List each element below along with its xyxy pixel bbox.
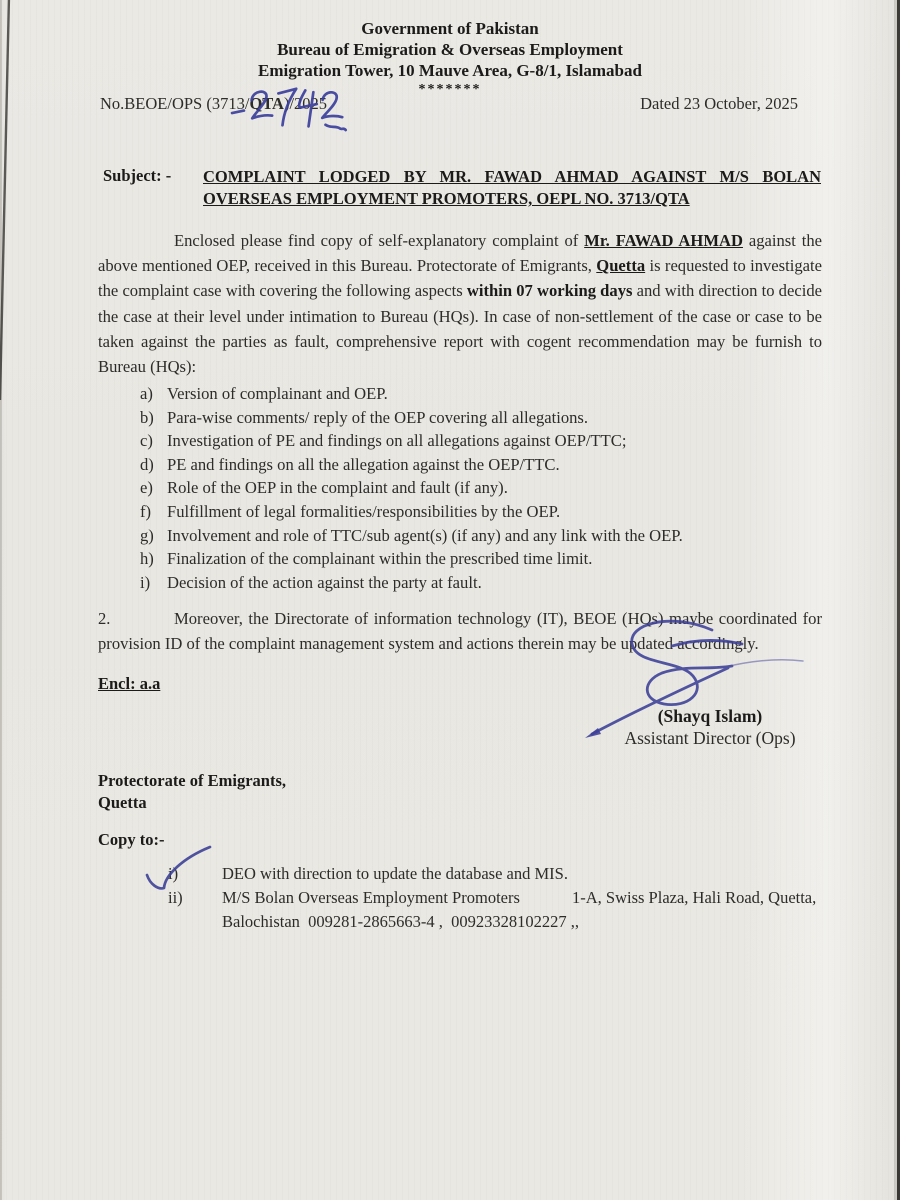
list-marker: d) (140, 454, 154, 474)
aspects-list (140, 382, 800, 594)
copy-item-text: M/S Bolan Overseas Employment Promoters (222, 888, 520, 907)
copy-item (168, 862, 824, 886)
copy-item-address: 1-A, Swiss Plaza, Hali Road, Quetta, (572, 888, 817, 907)
subject-text (203, 166, 821, 210)
reference-row (100, 94, 798, 114)
para1-city: Quetta (596, 256, 646, 276)
copy-to-list (168, 862, 824, 934)
letterhead-bureau: Bureau of Emigration & Overseas Employment (277, 40, 623, 59)
para1-seg3: is requested to investigate the complaint case with covering the following aspects (98, 256, 822, 301)
list-marker: i) (140, 572, 151, 592)
copy-item-marker: i) (168, 864, 179, 883)
signature-block (565, 706, 855, 749)
copy-item-text: DEO with direction to update the database and MIS. (222, 864, 568, 883)
letterhead-government: Government of Pakistan (361, 19, 539, 38)
list-item (140, 571, 800, 595)
para2-number: 2. (98, 609, 111, 628)
list-text: Version of complainant and OEP. (167, 384, 388, 403)
list-item (140, 453, 800, 477)
addressee-line2: Quetta (98, 793, 147, 812)
para1-deadline: within 07 working days (466, 281, 633, 301)
list-item (140, 547, 800, 571)
letterhead-separator: ******* (418, 82, 482, 97)
list-text: Para-wise comments/ reply of the OEP covering all allegations. (167, 407, 589, 427)
copy-item-marker: ii) (168, 888, 183, 907)
para1-seg1: Enclosed please find copy of self-explanatory complaint of (174, 231, 585, 250)
letterhead (0, 18, 900, 98)
list-marker: c) (140, 431, 153, 451)
list-marker: f) (140, 501, 152, 521)
list-item (140, 476, 800, 500)
signatory-title: Assistant Director (Ops) (624, 728, 796, 748)
handwritten-diary-number (227, 82, 353, 140)
list-marker: h) (140, 549, 154, 569)
list-marker: b) (140, 407, 154, 427)
reference-number-bold: QTA (249, 94, 284, 113)
list-item (140, 500, 800, 524)
list-text: PE and findings on all the allegation against the OEP/TTC. (167, 454, 560, 474)
list-text: Finalization of the complainant within the prescribed time limit. (167, 549, 593, 569)
para2-text: Moreover, the Directorate of information technology (IT), BEOE (HQs) maybe coordinated for provision ID of the complaint management system and actions therein may be updated accordingly. (98, 609, 822, 654)
para1-complainant-name: Mr. FAWAD AHMAD (584, 231, 743, 250)
reference-number-pre: No.BEOE/OPS (3713/ (100, 94, 250, 113)
copy-to-label: Copy to:- (98, 830, 165, 849)
copy-item (168, 886, 824, 910)
subject-line2: OVERSEAS EMPLOYMENT PROMOTERS, OEPL NO. 3713/QTA (203, 189, 690, 208)
copy-item-address-cont: Balochistan 009281-2865663-4 , 00923328102227 ,, (222, 912, 580, 931)
list-text: Decision of the action against the party at fault. (167, 572, 482, 592)
addressee-line1: Protectorate of Emigrants, (98, 771, 287, 790)
list-text: Involvement and role of TTC/sub agent(s) (if any) and any link with the OEP. (167, 525, 683, 545)
enclosure-note: Encl: a.a (98, 674, 161, 693)
para1-seg2: against the above mentioned OEP, received in this Bureau. Protectorate of Emigrants, (98, 231, 822, 276)
letterhead-address: Emigration Tower, 10 Mauve Area, G-8/1, Islamabad (258, 61, 642, 80)
reference-number-post: )/2025 (283, 94, 328, 113)
list-text: Role of the OEP in the complaint and fault (if any). (167, 478, 508, 498)
subject-label: Subject: - (103, 166, 172, 185)
list-marker: a) (140, 384, 153, 403)
letter-date: Dated 23 October, 2025 (640, 94, 798, 113)
checkmark-ink (133, 840, 243, 898)
paragraph-1 (98, 228, 822, 379)
para1-seg4: and with direction to decide the case at their level under intimation to Bureau (HQs). In case of non-settlement of the case or case to be taken against the parties as fault, comprehensive report with cogent recommendation may be furnish to Bureau (HQs): (98, 281, 822, 377)
subject-line1: COMPLAINT LODGED BY MR. FAWAD AHMAD AGAINST M/S BOLAN (203, 167, 821, 186)
list-text: Investigation of PE and findings on all allegations against OEP/TTC; (167, 431, 627, 451)
signatory-name: (Shayq Islam) (657, 706, 763, 726)
list-item (140, 406, 800, 430)
list-item (140, 429, 800, 453)
addressee-block (98, 770, 286, 814)
list-marker: g) (140, 525, 154, 545)
list-marker: e) (140, 478, 153, 498)
list-text: Fulfillment of legal formalities/responsibilities by the OEP. (167, 501, 561, 521)
list-item (140, 524, 800, 548)
list-item (140, 382, 800, 406)
